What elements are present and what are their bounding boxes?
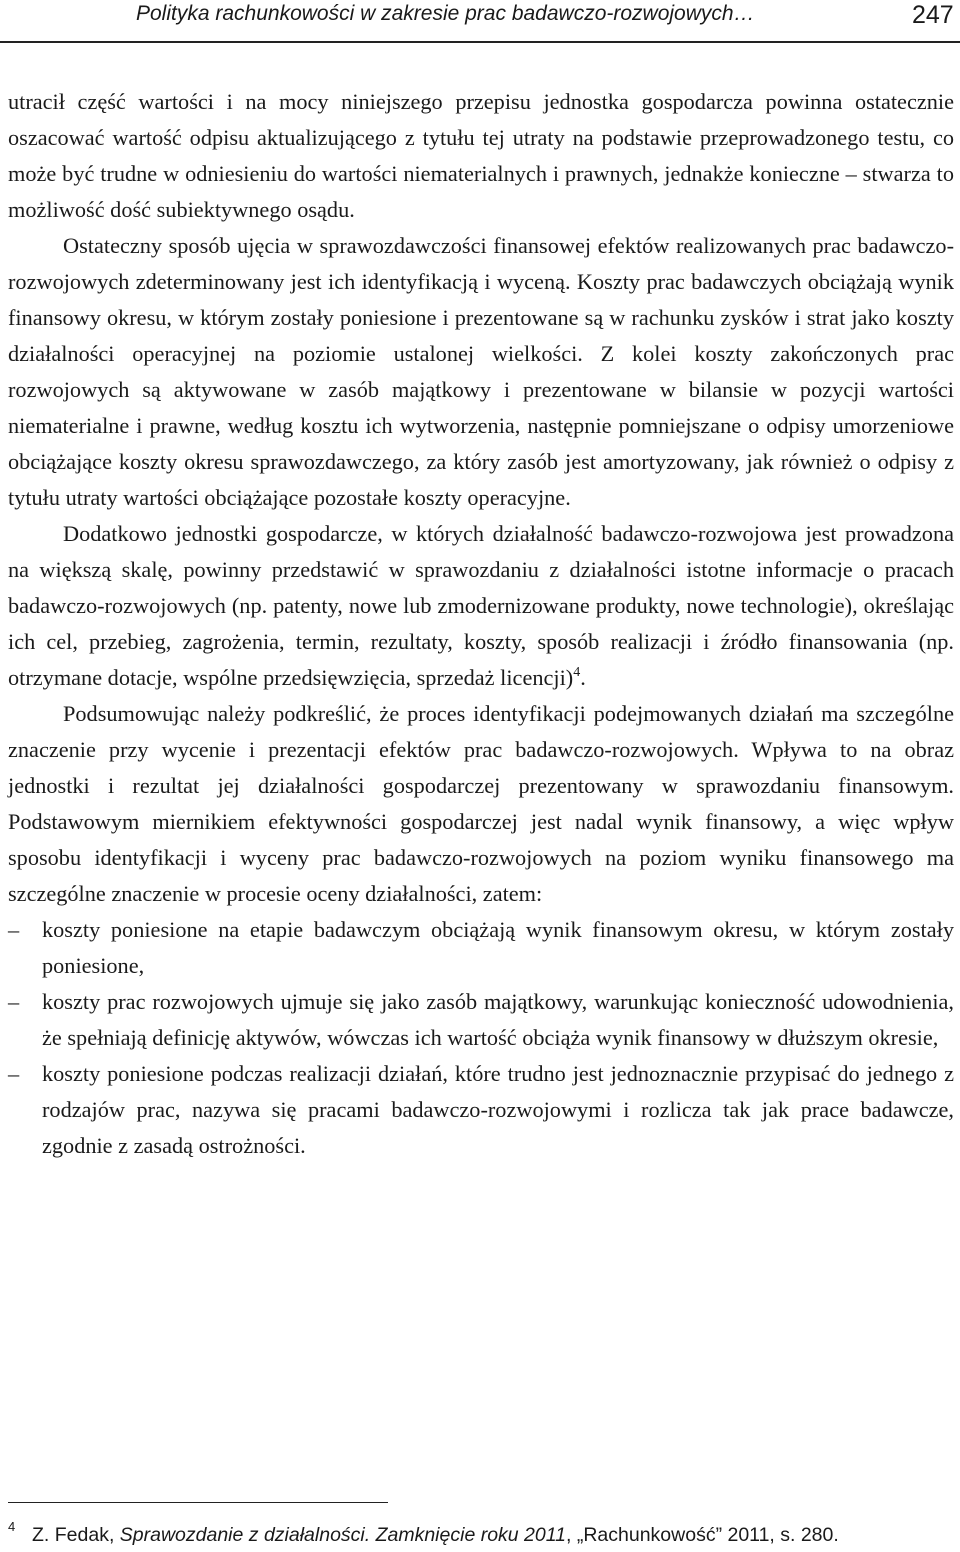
footnote-title: Sprawozdanie z działalności. Zamknięcie roku 2011 [119, 1524, 566, 1546]
footnote-reference: 4 [573, 665, 581, 680]
paragraph-4: Podsumowując należy podkreślić, że proces identyfikacji podejmowanych działań ma szczególne znaczenie przy wycenie i prezentacji efektów prac badawczo-rozwojowych. Wpływa to na obraz jednostki i rezultat jej działalności gospodarczej prezentowany w sprawozdaniu finansowym. Podstawowym miernikiem efektywności gospodarczej jest nadal wynik finansowy, a więc wpływ sposobu identyfikacji i wyceny prac badawczo-rozwojowych na poziom wyniku finansowego ma szczególne znaczenie w procesie oceny działalności, zatem: [8, 701, 954, 906]
bullet-list [8, 912, 954, 1164]
footnote-author: Z. Fedak, [32, 1524, 120, 1546]
list-dash: – [8, 989, 20, 1014]
footnote-mark: 4 [8, 1519, 16, 1534]
list-item-text: koszty poniesione podczas realizacji działań, które trudno jest jednoznacznie przypisać do jednego z rodzajów prac, nazywa się pracami badawczo-rozwojowymi i rozlicza tak jak prace badawcze, zgodnie z zasadą ostrożności. [42, 1061, 954, 1158]
footnote-rule [8, 1502, 388, 1503]
paragraph-3-end: . [580, 665, 586, 690]
header-rule [0, 41, 960, 43]
footnote-text [32, 1522, 839, 1548]
paragraph-3 [8, 516, 954, 696]
paragraph-3-text: Dodatkowo jednostki gospodarcze, w których działalność badawczo-rozwojowa jest prowadzona na większą skalę, powinny przedstawić w sprawozdaniu z działalności istotne informacje o pracach badawczo-rozwojowych (np. patenty, nowe lub zmodernizowane produkty, nowe technologie), określając ich cel, przebieg, zagrożenia, termin, rezultaty, koszty, sposób realizacji i źródło finansowania (np. otrzymane dotacje, wspólne przedsięwzięcia, sprzedaż licencji) [8, 521, 954, 690]
running-title: Polityka rachunkowości w zakresie prac badawczo-rozwojowych… [136, 2, 755, 25]
list-dash: – [8, 917, 20, 942]
list-item [8, 984, 954, 1056]
page-header [0, 0, 960, 44]
list-item [8, 1056, 954, 1164]
footnote-source: , „Rachunkowość” 2011, s. 280. [566, 1524, 839, 1546]
list-item [8, 912, 954, 984]
list-item-text: koszty poniesione na etapie badawczym obciążają wynik finansowym okresu, w którym zostały poniesione, [42, 917, 954, 978]
paragraph-1: utracił część wartości i na mocy niniejszego przepisu jednostka gospodarcza powinna ostatecznie oszacować wartość odpisu aktualizującego z tytułu tej utraty na podstawie przeprowadzonego testu, co może być trudne w odniesieniu do wartości niematerialnych i prawnych, jednakże konieczne – stwarza to możliwość dość subiektywnego osądu. [8, 89, 954, 222]
list-dash: – [8, 1061, 20, 1086]
body-text [8, 84, 954, 1164]
list-item-text: koszty prac rozwojowych ujmuje się jako zasób majątkowy, warunkując konieczność udowodnienia, że spełniają definicję aktywów, wówczas ich wartość obciąża wynik finansowy w dłuższym okresie, [42, 989, 954, 1050]
paragraph-2: Ostateczny sposób ujęcia w sprawozdawczości finansowej efektów realizowanych prac badawczo-rozwojowych zdeterminowany jest ich identyfikacją i wyceną. Koszty prac badawczych obciążają wynik finansowy okresu, w którym zostały poniesione i prezentowane są w rachunku zysków i strat jako koszty działalności operacyjnej na poziomie ustalonej wielkości. Z kolei koszty zakończonych prac rozwojowych są aktywowane w zasób majątkowy i prezentowane w bilansie w pozycji wartości niematerialne i prawne, według kosztu ich wytworzenia, następnie pomniejszane o odpisy umorzeniowe obciążające koszty okresu sprawozdawczego, za który zasób jest amortyzowany, jak również o odpisy z tytułu utraty wartości obciążające pozostałe koszty operacyjne. [8, 233, 954, 510]
page-number: 247 [912, 1, 954, 29]
